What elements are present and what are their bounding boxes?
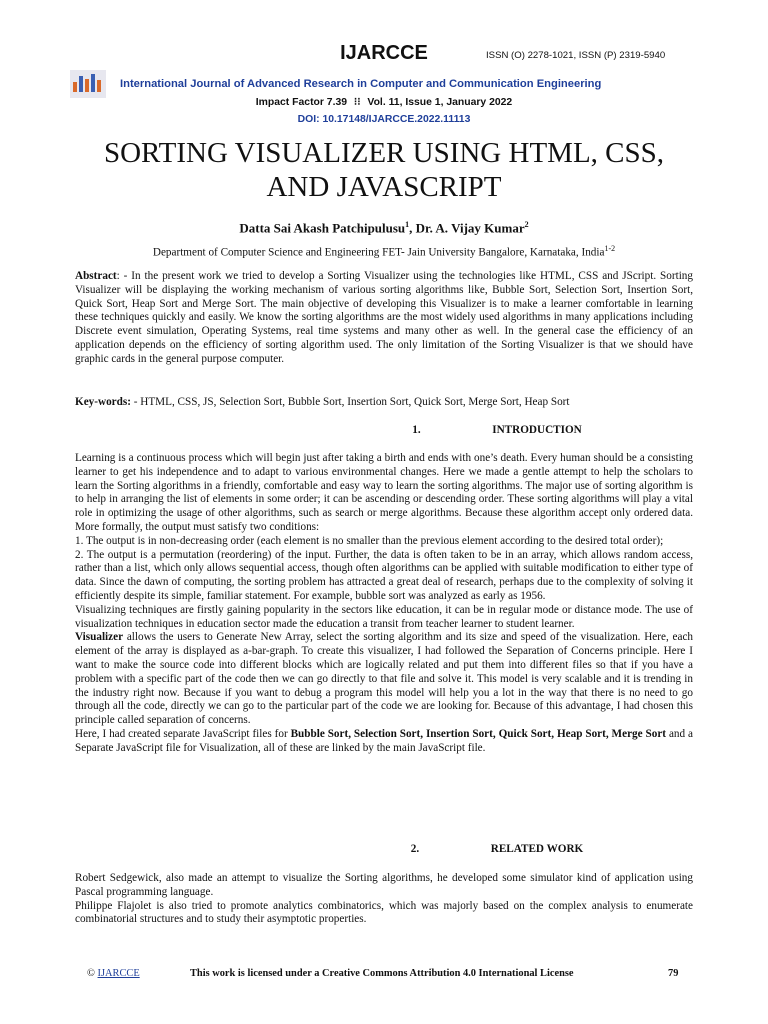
doi-link[interactable]: 10.17148/IJARCCE.2022.11113 <box>322 114 471 125</box>
paragraph: 2. The output is a permutation (reordering) of the input. Further, the data is often taken to be in an array, which allows random access, rather than a list, which only allows sequential access, though often algorithms can be applied with suitable modification to either type of data. Since the dawn of computing, the sorting problem has attracted a great deal of research, perhaps due to the complexity of solving it efficiently despite its simple, familiar statement. For example, bubble sort was analyzed as early as 1956. <box>75 548 693 602</box>
section-title: INTRODUCTION <box>492 424 582 436</box>
page-number: 79 <box>668 968 679 979</box>
keywords <box>75 396 693 410</box>
author-2-affiliation: 2 <box>524 220 529 229</box>
affiliation <box>0 244 768 259</box>
copyright-icon: © <box>87 968 95 979</box>
copyright <box>87 968 140 979</box>
paragraph: 1. The output is in non-decreasing order (each element is no smaller than the previous element according to the desired total order); <box>75 534 664 547</box>
paper-title <box>60 136 708 204</box>
algorithm-list: Bubble Sort, Selection Sort, Insertion Sort, Quick Sort, Heap Sort, Merge Sort <box>290 727 667 740</box>
paragraph: Robert Sedgewick, also made an attempt to visualize the Sorting algorithms, he developed some simulator kind of application using Pascal programming language. <box>75 872 693 898</box>
separator-icon: ⁝⁝ <box>353 97 361 108</box>
visualizer-term: Visualizer <box>75 631 124 644</box>
abstract-text: : - In the present work we tried to develop a Sorting Visualizer using the technologies like HTML, CSS and JScript. Sorting Visualizer will be displaying the working mechanism of various sorting algorithms like, Bubble Sort, Selection Sort, Insertion Sort, Quick Sort, Heap Sort and Merge Sort. The main objective of developing this Visualizer is to make a learner comfortable in learning these techniques quickly and easily. We know the sorting algorithms are the most widely used algorithms in many applications including Discrete event simulation, Operating Systems, real time systems and many other as well. In the general case the efficiency of an application depends on the efficiency of sorting algorithm used. The only limitation of the Sorting Visualizer is that we should have graphic cards in the general purpose computer. <box>75 270 693 365</box>
author-separator: , <box>409 220 416 236</box>
journal-logo <box>70 70 106 98</box>
paragraph <box>75 728 693 756</box>
volume-issue: Vol. 11, Issue 1, January 2022 <box>367 97 513 108</box>
author-1: Datta Sai Akash Patchipulusu <box>239 220 406 236</box>
paragraph-text: allows the users to Generate New Array, select the sorting algorithm and its size and speed of the visualization. Here, each element of the array is displayed as a-bar-graph. To create this visualizer, I had followed the Separation of Concerns principle. Here I want to make the source code into different blocks which are logically related and put them into different files so that if you have a problem with a specific part of the code then we can go directly to that file and solve it. This model is very scalable and it is trending in the industry right now. Because if you want to debug a program this model will help you a lot in the way that there is no need to go through all the code, directly we can go to the particular part of the code we are looking for. Because of this advantage, I had chosen this principle called separation of concerns. <box>75 631 693 727</box>
paragraph: Visualizing techniques are firstly gaining popularity in the sectors like education, it can be in regular mode or distance mode. The use of visualization techniques in education sector made the education a transit from teacher learner to student learner. <box>75 603 693 630</box>
paragraph: Philippe Flajolet is also tried to promote analytics combinatorics, which was majorly based on the complex analysis to enumerate combinatorial structures and to study their asymptotic properties. <box>75 899 693 926</box>
related-work-body <box>75 872 693 927</box>
copyright-link[interactable]: IJARCCE <box>97 968 140 979</box>
paragraph: Learning is a continuous process which will begin just after taking a birth and ends with one’s death. Every human should be a consisting learner to get his independence and to adapt to various environmental changes. Here we made a gentle attempt to help the scholars to learn the Sorting algorithms in a friendly, comfortable and easy way to learn the sorting algorithms. The major use of sorting algorithm is to help in arranging the list of elements in some order; it can be ascending or descending order. These sorting algorithms will play a vital role in optimizing the usage of other algorithms, such as search or merge algorithms. Because these algorithm accept only ordered data. More formally, the output must satisfy two conditions: <box>75 452 693 533</box>
paragraph <box>75 631 693 728</box>
abstract <box>75 270 693 367</box>
section-number: 2. <box>410 843 420 855</box>
title-line-2: AND JAVASCRIPT <box>266 171 502 203</box>
impact-factor: Impact Factor 7.39 <box>255 97 348 108</box>
affiliation-text: Department of Computer Science and Engineering FET- Jain University Bangalore, Karnataka, India <box>152 246 605 259</box>
section-heading-introduction <box>0 424 768 436</box>
paragraph-text: Here, I had created separate JavaScript files for <box>75 727 291 740</box>
keywords-label: Key-words: <box>75 396 131 408</box>
author-2: Dr. A. Vijay Kumar <box>415 220 525 236</box>
abstract-label: Abstract <box>75 270 117 282</box>
issn-text: ISSN (O) 2278-1021, ISSN (P) 2319-5940 <box>486 50 666 61</box>
affiliation-sup: 1-2 <box>604 244 616 253</box>
section-title: RELATED WORK <box>490 843 584 855</box>
introduction-body <box>75 452 693 756</box>
author-1-affiliation: 1 <box>405 220 410 229</box>
doi-label: DOI: <box>297 114 320 125</box>
keywords-text: - HTML, CSS, JS, Selection Sort, Bubble Sort, Insertion Sort, Quick Sort, Merge Sort, Heap Sort <box>130 396 570 408</box>
journal-name: IJARCCE <box>340 42 428 64</box>
paragraph-text: and a Separate JavaScript file for Visualization, all of these are linked by the main JavaScript file. <box>75 727 693 754</box>
author-list <box>0 220 768 236</box>
section-heading-related-work <box>0 843 768 855</box>
impact-line <box>0 96 768 108</box>
title-line-1: SORTING VISUALIZER USING HTML, CSS, <box>103 137 665 169</box>
doi-line <box>0 114 768 125</box>
section-number: 1. <box>412 424 421 436</box>
journal-logo-icon <box>70 70 106 98</box>
license-text: This work is licensed under a Creative Commons Attribution 4.0 International License <box>190 968 574 979</box>
journal-full-name: International Journal of Advanced Research in Computer and Communication Engineering <box>120 78 602 90</box>
